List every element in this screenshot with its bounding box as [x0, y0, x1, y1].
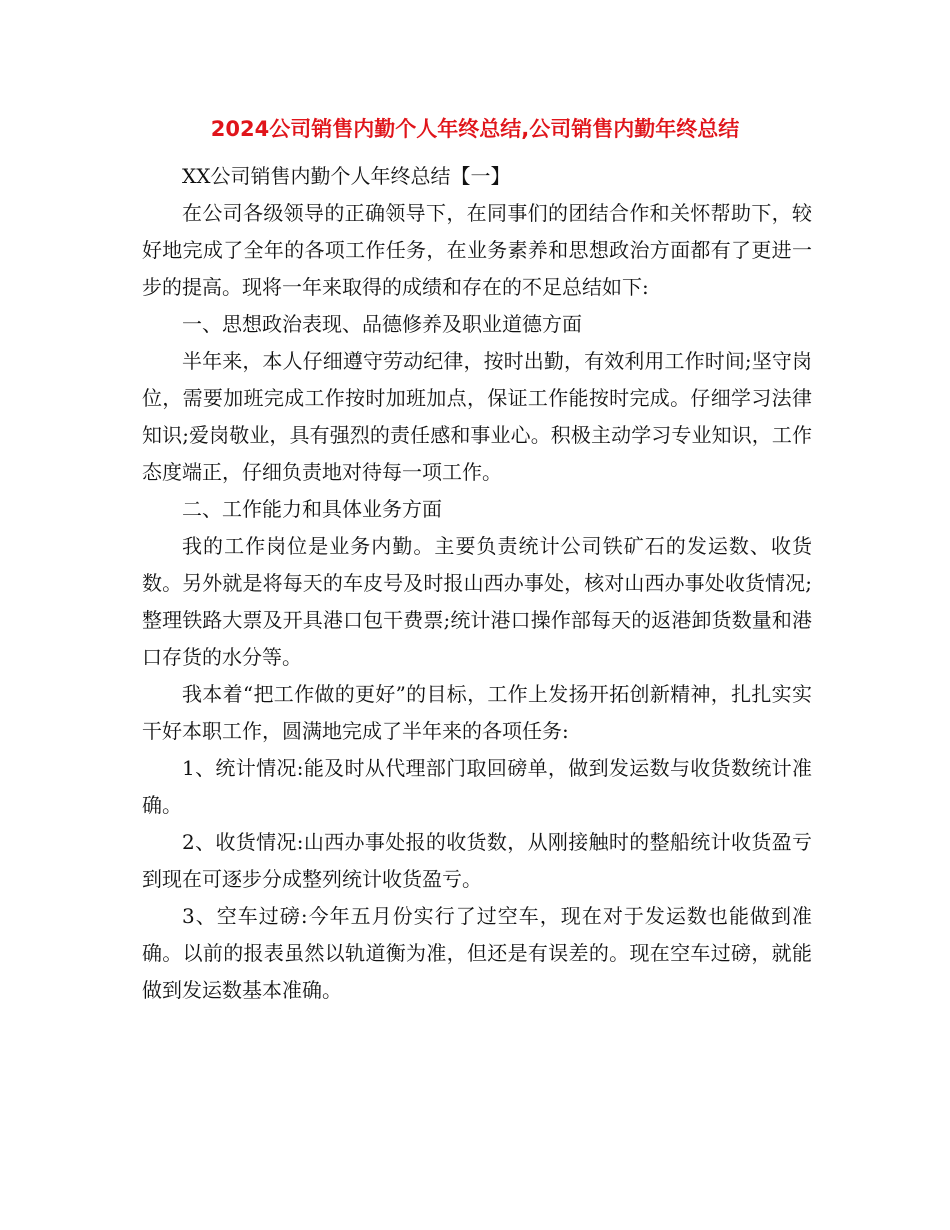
- section-heading-political: 一、思想政治表现、品德修养及职业道德方面: [182, 312, 582, 336]
- document-body: [142, 158, 812, 1009]
- document-title: 2024公司销售内勤个人年终总结,公司销售内勤年终总结: [210, 117, 740, 141]
- job-duties-paragraph: 我的工作岗位是业务内勤。主要负责统计公司铁矿石的发运数、收货数。另外就是将每天的车皮号及时报山西办事处，核对山西办事处收货情况;整理铁路大票及开具港口包干费票;统计港口操作部每天的返港卸货数量和港口存货的水分等。: [142, 534, 812, 669]
- list-item-receiving: 2、收货情况:山西办事处报的收货数，从刚接触时的整船统计收货盈亏到现在可逐步分成整列统计收货盈亏。: [142, 830, 812, 891]
- section-heading-one: XX公司销售内勤个人年终总结【一】: [182, 164, 511, 188]
- section-heading-ability: 二、工作能力和具体业务方面: [182, 497, 442, 521]
- intro-paragraph: 在公司各级领导的正确领导下，在同事们的团结合作和关怀帮助下，较好地完成了全年的各项工作任务，在业务素养和思想政治方面都有了更进一步的提高。现将一年来取得的成绩和存在的不足总结如下:: [142, 201, 812, 299]
- list-item-statistics: 1、统计情况:能及时从代理部门取回磅单，做到发运数与收货数统计准确。: [142, 756, 812, 817]
- goal-paragraph: 我本着“把工作做的更好”的目标，工作上发扬开拓创新精神，扎扎实实干好本职工作，圆满地完成了半年来的各项任务:: [142, 682, 812, 743]
- list-item-empty-weighing: 3、空车过磅:今年五月份实行了过空车，现在对于发运数也能做到准确。以前的报表虽然以轨道衡为准，但还是有误差的。现在空车过磅，就能做到发运数基本准确。: [142, 904, 812, 1002]
- political-paragraph: 半年来，本人仔细遵守劳动纪律，按时出勤，有效利用工作时间;坚守岗位，需要加班完成工作按时加班加点，保证工作能按时完成。仔细学习法律知识;爱岗敬业，具有强烈的责任感和事业心。积极主动学习专业知识，工作态度端正，仔细负责地对待每一项工作。: [142, 349, 812, 484]
